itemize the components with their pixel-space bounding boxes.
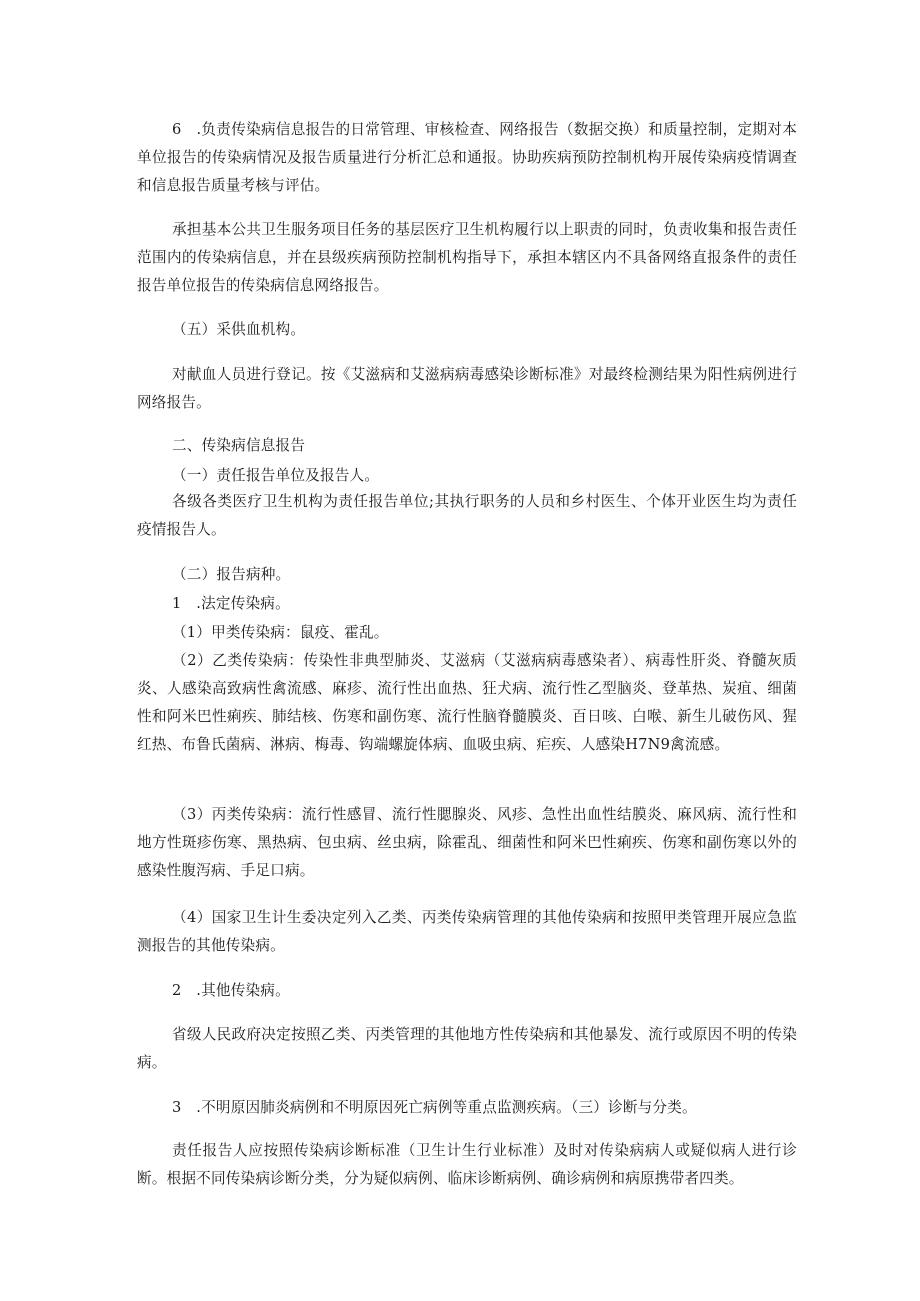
paragraph-diagnosis: 责任报告人应按照传染病诊断标准（卫生计生行业标准）及时对传染病病人或疑似病人进行诊断。根据不同传染病诊断分类，分为疑似病例、临床诊断病例、确诊病例和病原携带者四类。 <box>137 1142 797 1187</box>
paragraph-unknown-causes: 3 .不明原因肺炎病例和不明原因死亡病例等重点监测疾病。（三）诊断与分类。 <box>172 1099 697 1116</box>
paragraph-other-national: （4）国家卫生计生委决定列入乙类、丙类传染病管理的其他传染病和按照甲类管理开展应急监测报告的其他传染病。 <box>137 909 797 954</box>
paragraph-blood-donor: 对献血人员进行登记。按《艾滋病和艾滋病病毒感染诊断标准》对最终检测结果为阳性病例进行网络报告。 <box>137 366 797 411</box>
paragraph-class-c: （3）丙类传染病：流行性感冒、流行性腮腺炎、风疹、急性出血性结膜炎、麻风病、流行性和地方性斑疹伤寒、黑热病、包虫病、丝虫病，除霍乱、细菌性和阿米巴性痢疾、伤寒和副伤寒以外的感染性腹泻病、手足口病。 <box>137 806 797 879</box>
paragraph-class-a: （1）甲类传染病：鼠疫、霍乱。 <box>172 624 389 641</box>
paragraph-provincial: 省级人民政府决定按照乙类、丙类管理的其他地方性传染病和其他暴发、流行或原因不明的传染病。 <box>137 1026 797 1071</box>
heading-other-diseases: 2 .其他传染病。 <box>172 982 290 999</box>
heading-responsible-units: （一）责任报告单位及报告人。 <box>172 467 380 484</box>
paragraph-class-b: （2）乙类传染病：传染性非典型肺炎、艾滋病（艾滋病病毒感染者）、病毒性肝炎、脊髓灰质炎、人感染高致病性禽流感、麻疹、流行性出血热、狂犬病、流行性乙型脑炎、登革热、炭疽、细菌性和阿米巴性痢疾、肺结核、伤寒和副伤寒、流行性脑脊髓膜炎、百日咳、白喉、新生儿破伤风、猩红热、布鲁氏菌病、淋病、梅毒、钩端螺旋体病、血吸虫病、疟疾、人感染H7N9禽流感。 <box>137 652 797 753</box>
heading-section-2: 二、传染病信息报告 <box>172 437 306 454</box>
paragraph-duty-6: 6 .负责传染病信息报告的日常管理、审核检查、网络报告（数据交换）和质量控制，定期对本单位报告的传染病情况及报告质量进行分析汇总和通报。协助疾病预防控制机构开展传染病疫情调查和信息报告质量考核与评估。 <box>137 121 797 194</box>
heading-reported-diseases: （二）报告病种。 <box>172 566 291 583</box>
heading-blood-collection: （五）采供血机构。 <box>172 321 306 338</box>
heading-statutory-diseases: 1 .法定传染病。 <box>172 595 290 612</box>
paragraph-responsible-units: 各级各类医疗卫生机构为责任报告单位;其执行职务的人员和乡村医生、个体开业医生均为责任疫情报告人。 <box>137 493 797 538</box>
paragraph-grassroots-duty: 承担基本公共卫生服务项目任务的基层医疗卫生机构履行以上职责的同时，负责收集和报告责任范围内的传染病信息，并在县级疾病预防控制机构指导下，承担本辖区内不具备网络直报条件的责任报告单位报告的传染病信息网络报告。 <box>137 221 797 294</box>
